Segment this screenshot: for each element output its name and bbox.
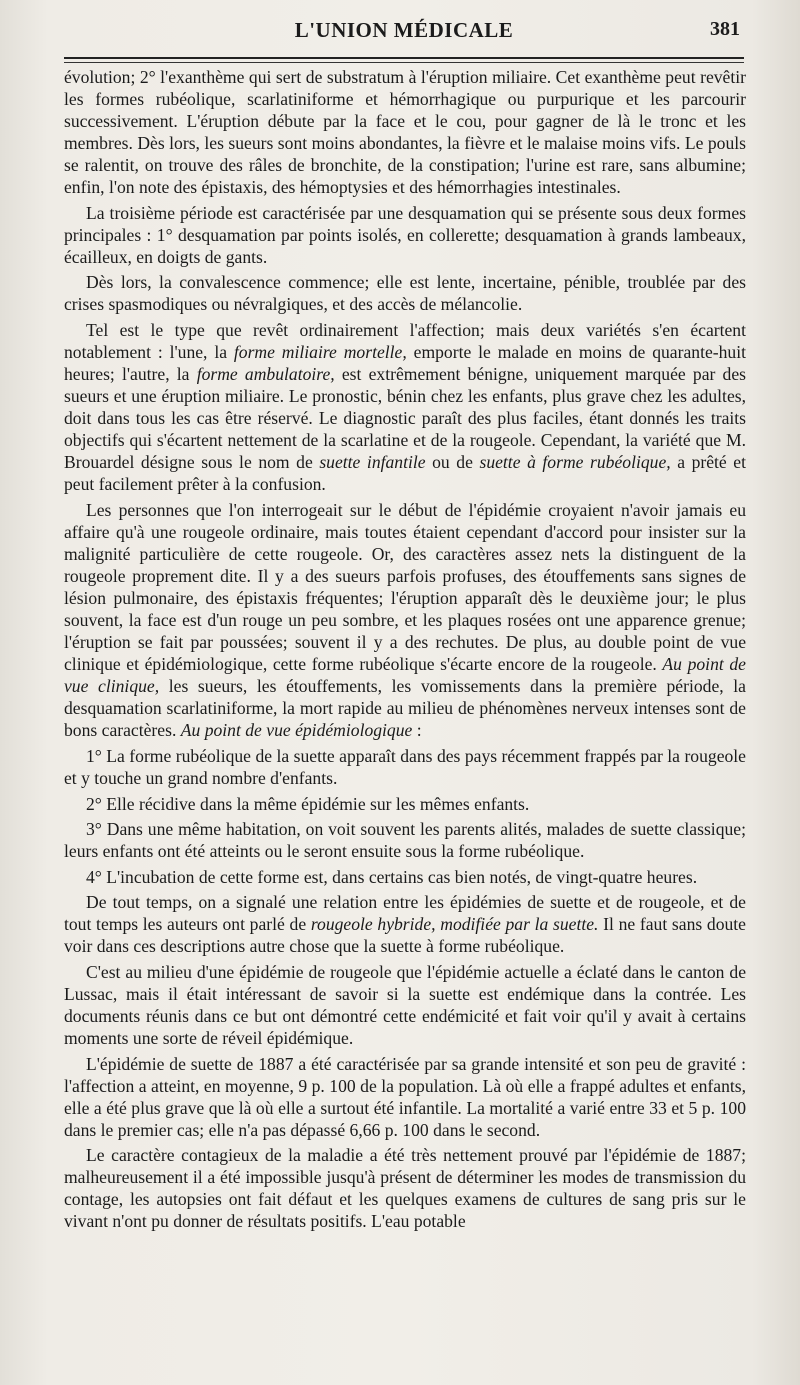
list-item: 2° Elle récidive dans la même épidémie sur les mêmes enfants. bbox=[86, 793, 530, 814]
italic-term: rougeole hybride, modifiée par la suette. bbox=[310, 914, 599, 935]
italic-term: suette infantile bbox=[319, 452, 426, 473]
page-header bbox=[64, 18, 744, 48]
italic-term: Au point de vue clinique, bbox=[64, 654, 746, 697]
italic-term: Au point de vue épidémiologique bbox=[180, 720, 413, 741]
header-rule bbox=[64, 57, 744, 59]
paragraph: L'épidémie de suette de 1887 a été caractérisée par sa grande intensité et son peu de gravité : l'affection a atteint, en moyenne, 9 p. 100 de la population. Là où elle a frappé adultes et enfants, elle a été plus grave que là où elle a surtout été infantile. La mortalité a varié entre 33 et 5 p. 100 dans le premier cas; elle n'a pas dépassé 6,66 p. 100 dans le second. bbox=[64, 1053, 746, 1140]
paragraph: La troisième période est caractérisée par une desquamation qui se présente sous deux formes principales : 1° desquamation par points isolés, en collerette; desquamation à grands lambeaux, écailleux, en doigts de gants. bbox=[64, 202, 746, 267]
list-item: 1° La forme rubéolique de la suette apparaît dans des pays récemment frappés par la rougeole et y touche un grand nombre d'enfants. bbox=[64, 745, 746, 788]
header-rule-thin bbox=[64, 62, 744, 63]
paragraph: Les personnes que l'on interrogeait sur le début de l'épidémie croyaient n'avoir jamais eu affaire qu'à une rougeole ordinaire, mais toutes étaient cependant d'accord pour insister sur la malignité particulière de cette rougeole. Or, des caractères assez nets la distinguent de la rougeole proprement dite. Il y a des sueurs parfois profuses, des étouffements sans signes de lésion pulmonaire, des épistaxis fréquentes; l'éruption apparaît dès le deuxième jour; le plus souvent, la face est d'un rouge un peu sombre, et les plaques rosées ont une apparence grenue; l'éruption se fait par poussées; souvent il y a des rechutes. De plus, au double point de vue clinique et épidémiologique, cette forme rubéolique s'écarte encore de la rougeole. Au point de vue clinique, les sueurs, les étouffements, les vomissements dans la première période, la desquamation scarlatiniforme, la mort rapide au milieu de phénomènes nerveux intenses sont de bons caractères. Au point de vue épidémiologique : bbox=[64, 499, 746, 741]
page-number: 381 bbox=[710, 18, 740, 40]
italic-term: forme ambulatoire, bbox=[196, 364, 335, 385]
paragraph: Le caractère contagieux de la maladie a été très nettement prouvé par l'épidémie de 1887; malheureusement il a été impossible jusqu'à présent de déterminer les modes de transmission du contage, les autopsies ont fait défaut et les quelques examens de cultures de sang pris sur le vivant n'ont pu donner de résultats positifs. L'eau potable bbox=[64, 1145, 746, 1232]
paragraph: Tel est le type que revêt ordinairement l'affection; mais deux variétés s'en écartent notablement : l'une, la forme miliaire mortelle, emporte le malade en moins de quarante-huit heures; l'autre, la forme ambulatoire, est extrêmement bénigne, uniquement marquée par des sueurs et une éruption miliaire. Le pronostic, bénin chez les enfants, plus grave chez les adultes, doit dans tous les cas être réservé. Le diagnostic paraît des plus faciles, étant donnés les traits objectifs qui s'écartent nettement de la scarlatine et de la rougeole. Cependant, la variété que M. Brouardel désigne sous le nom de suette infantile ou de suette à forme rubéolique, a prêté et peut facilement prêter à la confusion. bbox=[64, 320, 747, 495]
paragraph: De tout temps, on a signalé une relation entre les épidémies de suette et de rougeole, et de tout temps les auteurs ont parlé de rougeole hybride, modifiée par la suette. Il ne faut sans doute voir dans ces descriptions autre chose que la suette à forme rubéolique. bbox=[64, 892, 746, 957]
italic-term: forme miliaire mortelle, bbox=[233, 342, 407, 363]
italic-term: suette à forme rubéolique, bbox=[479, 452, 671, 473]
article-body bbox=[64, 66, 746, 1236]
list-item: 3° Dans une même habitation, on voit souvent les parents alités, malades de suette classique; leurs enfants ont été atteints ou le seront ensuite sous la forme rubéolique. bbox=[64, 819, 746, 862]
paragraph: évolution; 2° l'exanthème qui sert de substratum à l'éruption miliaire. Cet exanthème peut revêtir les formes rubéolique, scarlatiniforme et hémorrhagique ou purpurique et les parcourir successivement. L'éruption débute par la face et le cou, pour gagner de là le tronc et les membres. Dès lors, les sueurs sont moins abondantes, la fièvre et le malaise moins vifs. Le pouls se ralentit, on trouve des râles de bronchite, de la constipation; l'urine est rare, sans albumine; enfin, l'on note des épistaxis, des hémoptysies et des hémorrhagies intestinales. bbox=[64, 67, 746, 198]
running-title: L'UNION MÉDICALE bbox=[294, 18, 514, 42]
paragraph: Dès lors, la convalescence commence; elle est lente, incertaine, pénible, troublée par des crises spasmodiques ou névralgiques, et des accès de mélancolie. bbox=[64, 272, 746, 315]
list-item: 4° L'incubation de cette forme est, dans certains cas bien notés, de vingt-quatre heures. bbox=[86, 866, 698, 887]
paragraph: C'est au milieu d'une épidémie de rougeole que l'épidémie actuelle a éclaté dans le canton de Lussac, mais il était intéressant de savoir si la suette est endémique dans la contrée. Les documents réunis dans ce but ont démontré cette endémicité et fait voir qu'il y avait à certains moments une sorte de réveil épidémique. bbox=[64, 961, 746, 1048]
